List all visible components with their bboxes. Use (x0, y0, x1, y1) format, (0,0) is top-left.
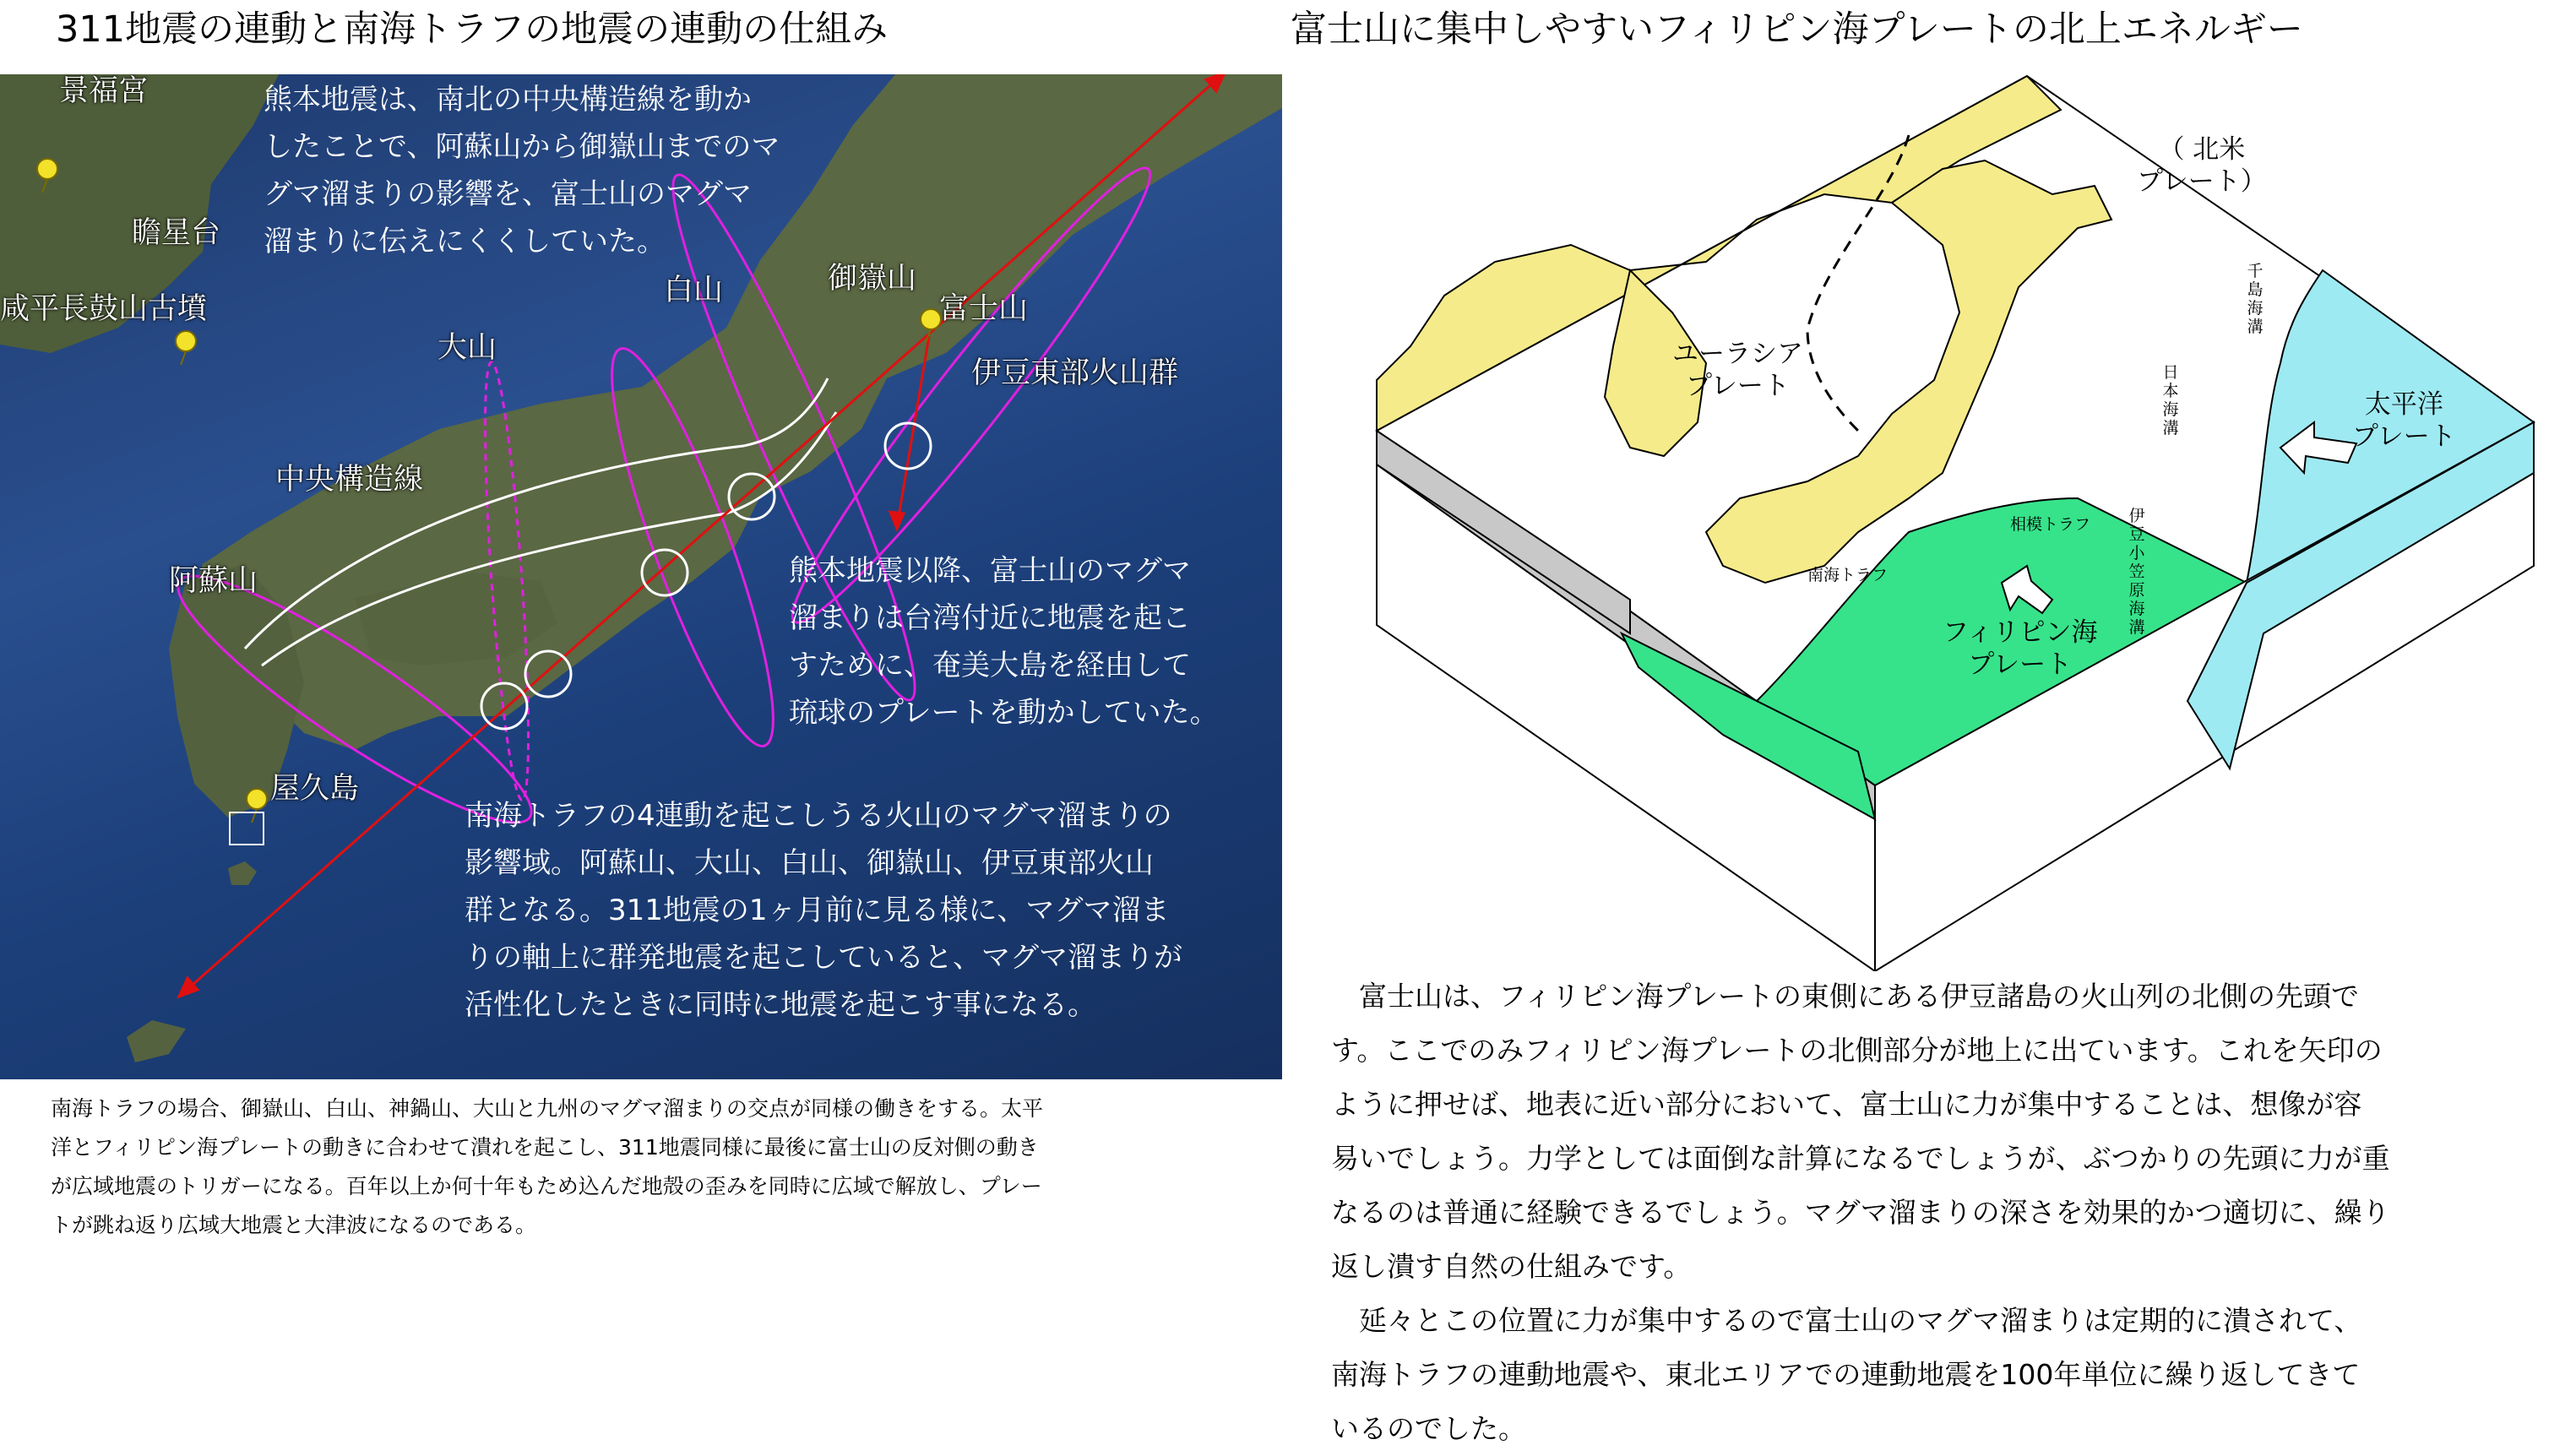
label-japan-trench: 日本海溝 (2162, 363, 2179, 437)
right-title: 富士山に集中しやすいフィリピン海プレートの北上エネルギー (1291, 8, 2303, 51)
block-drawing (1351, 59, 2551, 971)
label-izu-trench: 伊豆小笠原海溝 (2128, 507, 2145, 637)
yakushima-box (230, 812, 264, 845)
label-chishima-trench: 千島海溝 (2247, 262, 2264, 336)
label-fuji: 富士山 (939, 292, 1029, 326)
satellite-map (0, 74, 1282, 1079)
label-izu: 伊豆東部火山群 (971, 356, 1179, 390)
label-na-plate: （ 北米 プレート） (2137, 134, 2267, 197)
arrowhead-fuji-south (890, 512, 904, 529)
label-pacific-plate: 太平洋 プレート (2352, 389, 2456, 452)
map-bottom-note: 南海トラフの4連動を起こしうる火山のマグマ溜まりの 影響域。阿蘇山、大山、白山、御嶽山、伊豆東部火山 群となる。311地震の1ヶ月前に見る様に、マグマ溜ま りの軸上に群発地震を起こしていると、マグマ溜まりが 活性化したときに同時に地震を起こす事になる。 (465, 799, 1182, 1022)
pin-senseidai (176, 331, 196, 365)
label-daisen: 大山 (437, 331, 497, 365)
arrowhead-southwest (179, 978, 198, 997)
map-right-note: 熊本地震以降、富士山のマグマ 溜まりは台湾付近に地震を起こ すために、奄美大島を経由して 琉球のプレートを動かしていた。 (789, 554, 1219, 730)
label-ontake: 御嶽山 (828, 262, 917, 296)
map-caption: 南海トラフの場合、御嶽山、白山、神鍋山、大山と九州のマグマ溜まりの交点が同様の働きをする。太平 洋とフィリピン海プレートの動きに合わせて潰れを起こし、311地震同様に最後に富士山の反対側の動き が広域地震のトリガーになる。百年以上か何十年もため込んだ地殻の歪みを同時に広域で解放し、プレー トが跳ね返り広域大地震と大津波になるのである。 (51, 1096, 1044, 1237)
label-sagami-trough: 相模トラフ (2010, 515, 2091, 534)
label-chuo: 中央構造線 (275, 463, 424, 497)
yakushima-island (228, 861, 257, 885)
map-top-note: 熊本地震は、南北の中央構造線を動か したことで、阿蘇山から御嶽山までのマ グマ溜まりの影響を、富士山のマグマ 溜まりに伝えにくくしていた。 (264, 83, 780, 258)
label-eurasia-plate: ユーラシア プレート (1672, 339, 1803, 401)
right-body-text: 富士山は、フィリピン海プレートの東側にある伊豆諸島の火山列の北側の先頭で す。ここでのみフィリピン海プレートの北側部分が地上に出ています。これを矢印の ように押せば、地表に近い部分において、富士山に力が集中することは、想像が容 易いでしょう。力学としては面倒な計算になるでしょうが、ぶつかりの先頭に力が重 なるのは普通に経験できるでしょう。マグマ溜まりの深さを効果的かつ適切に、繰り 返し潰す自然の仕組みです。 延々とこの位置に力が集中するので富士山のマグマ溜まりは定期的に潰されて、 南海トラフの連動地震や、東北エリアでの連動地震を100年単位に繰り返してきて いるのでした。 (1331, 980, 2390, 1445)
label-philippine-plate: フィリピン海 プレート (1943, 617, 2098, 680)
label-nankai-trough: 南海トラフ (1807, 566, 1889, 584)
amami-island (127, 1020, 186, 1062)
plate-block-diagram (1351, 59, 2551, 971)
label-kofun: 咸平長鼓山古墳 (0, 292, 208, 326)
label-hakusan: 白山 (664, 274, 724, 307)
label-yakushima: 屋久島 (270, 772, 360, 806)
label-aso: 阿蘇山 (169, 564, 258, 598)
label-keifukugu: 景福宮 (59, 74, 149, 108)
left-title: 311地震の連動と南海トラフの地震の連動の仕組み (56, 8, 889, 51)
label-senseidai: 瞻星台 (132, 216, 221, 250)
